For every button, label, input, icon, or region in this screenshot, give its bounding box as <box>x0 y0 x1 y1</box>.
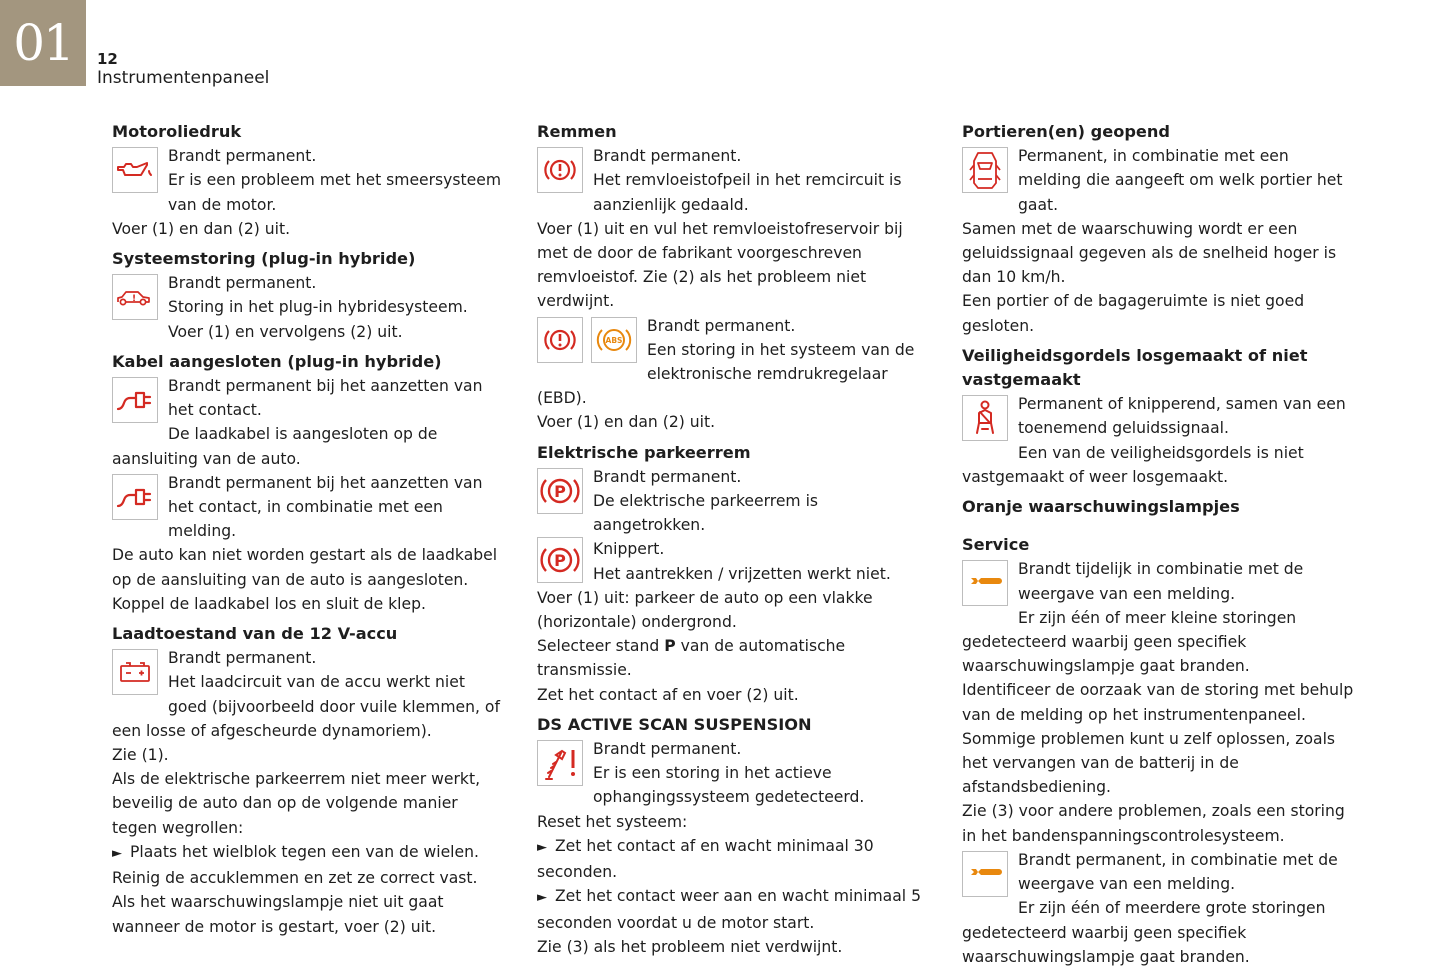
brake-warning-icon <box>537 147 583 193</box>
text: Reinig de accuklemmen en zet ze correct vast. Als het waarschuwingslampje niet uit gaat wanneer de motor is gestart, voer (2) uit. <box>112 869 478 936</box>
text: Storing in het plug-in hybridesysteem. <box>168 298 468 317</box>
page-number: 12 <box>97 50 118 68</box>
oil-pressure-icon <box>112 147 158 193</box>
heading-system-fault: Systeemstoring (plug-in hybride) <box>112 249 416 269</box>
text: Zie (3) voor andere problemen, zoals een storing in het bandenspanningscontrolesysteem. <box>962 802 1345 845</box>
text: De auto kan niet worden gestart als de laadkabel op de aansluiting van de auto is aangesloten. <box>112 546 498 589</box>
text: Brandt permanent. <box>593 147 742 166</box>
text: Er zijn één of meerdere grote storingen gedetecteerd waarbij geen specifiek waarschuwingslampje gaat branden. <box>962 899 1326 966</box>
text: Brandt permanent. <box>593 467 742 486</box>
charging-cable-icon <box>112 377 158 423</box>
text: Er is een storing in het actieve ophangingssysteem gedetecteerd. <box>593 764 865 807</box>
suspension-fault-icon <box>537 740 583 786</box>
bullet-item <box>537 884 929 934</box>
battery-icon <box>112 649 158 695</box>
text: Plaats het wielblok tegen een van de wielen. <box>130 842 479 861</box>
heading-service: Service <box>962 535 1030 555</box>
hybrid-system-fault-icon <box>112 274 158 320</box>
brake-warning-icon <box>537 317 583 363</box>
text: Reset het systeem: <box>537 812 688 831</box>
chapter-number: 01 <box>13 14 73 72</box>
parking-brake-icon <box>537 537 583 583</box>
text: De elektrische parkeerrem is aangetrokken. <box>593 492 819 535</box>
text: Een van de veiligheidsgordels is niet vastgemaakt of weer losgemaakt. <box>962 443 1304 486</box>
heading-suspension: DS ACTIVE SCAN SUSPENSION <box>537 714 812 734</box>
text: De laadkabel is aangesloten op de aansluiting van de auto. <box>112 425 438 468</box>
text: Een portier of de bagageruimte is niet goed gesloten. <box>962 292 1305 335</box>
arrow-bullet-icon: ► <box>112 845 122 861</box>
charging-cable-icon <box>112 474 158 520</box>
text: Brandt permanent. <box>168 274 317 293</box>
heading-cable-connected: Kabel aangesloten (plug-in hybride) <box>112 351 442 371</box>
text: Voer (1) en dan (2) uit. <box>537 413 716 432</box>
svg-text:P: P <box>554 551 566 571</box>
text: Het aantrekken / vrijzetten werkt niet. <box>593 564 891 583</box>
text: Zie (3) als het probleem niet verdwijnt. <box>537 937 843 956</box>
text: Zet het contact af en voer (2) uit. <box>537 685 799 704</box>
text: Brandt permanent. <box>168 147 317 166</box>
text: Als de elektrische parkeerrem niet meer werkt, beveilig de auto dan op de volgende manier tegen wegrollen: <box>112 770 481 837</box>
arrow-bullet-icon: ► <box>537 839 547 855</box>
text: Brandt permanent. <box>168 649 317 668</box>
text: Brandt permanent, in combinatie met de weergave van een melding. <box>1018 850 1338 894</box>
text: Het laadcircuit van de accu werkt niet goed (bijvoorbeeld door vuile klemmen, of een losse of afgescheurde dynamoriem). <box>112 673 500 740</box>
text: Voer (1) uit: parkeer de auto op een vlakke (horizontale) ondergrond. <box>537 588 873 632</box>
door-open-icon <box>962 147 1008 193</box>
text: Brandt permanent. <box>593 740 742 759</box>
svg-text:!: ! <box>132 294 137 305</box>
text: Zie (1). <box>112 746 169 765</box>
bullet-item <box>537 834 929 884</box>
text: Zet het contact af en wacht minimaal 30 seconden. <box>537 836 874 882</box>
text: Er zijn één of meer kleine storingen gedetecteerd waarbij geen specifiek waarschuwingslampje gaat branden. <box>962 608 1297 676</box>
wrench-icon <box>962 560 1008 606</box>
text <box>537 634 929 682</box>
text: P <box>664 637 676 656</box>
text: Brandt tijdelijk in combinatie met de weergave van een melding. <box>1018 560 1304 603</box>
arrow-bullet-icon: ► <box>537 890 547 906</box>
text: Permanent of knipperend, samen van een toenemend geluidssignaal. <box>1018 395 1346 438</box>
text: Sommige problemen kunt u zelf oplossen, zoals het vervangen van de batterij in de afstandsbediening. <box>962 729 1336 797</box>
text: Koppel de laadkabel los en sluit de klep. <box>112 594 426 613</box>
heading-orange-warnings: Oranje waarschuwingslampjes <box>962 497 1240 517</box>
wrench-icon <box>962 851 1008 897</box>
chapter-tab <box>0 0 86 86</box>
column-3 <box>962 120 1354 969</box>
bullet-item <box>112 840 504 866</box>
heading-doors-open: Portieren(en) geopend <box>962 122 1171 141</box>
text: Zet het contact weer aan en wacht minimaal 5 seconden voordat u de motor start. <box>537 887 921 932</box>
section-title: Instrumentenpaneel <box>97 68 270 88</box>
heading-brakes: Remmen <box>537 122 617 141</box>
heading-oil-pressure: Motoroliedruk <box>112 122 242 141</box>
abs-warning-icon <box>591 317 637 363</box>
text: Selecteer stand <box>537 637 665 656</box>
heading-parking-brake: Elektrische parkeerrem <box>537 442 751 462</box>
text: Brandt permanent bij het aanzetten van het contact. <box>168 377 483 420</box>
text: Samen met de waarschuwing wordt er een geluidssignaal gegeven als de snelheid hoger is dan 10 km/h. <box>962 219 1337 287</box>
text: Brandt permanent. <box>647 316 796 335</box>
heading-battery: Laadtoestand van de 12 V-accu <box>112 624 398 644</box>
heading-seatbelts: Veiligheidsgordels losgemaakt of niet vastgemaakt <box>962 345 1308 390</box>
text: Voer (1) en dan (2) uit. <box>112 219 291 238</box>
text: Een storing in het systeem van de elektronische remdrukregelaar (EBD). <box>537 340 915 408</box>
text: Het remvloeistofpeil in het remcircuit is aanzienlijk gedaald. <box>593 171 902 214</box>
text: Knippert. <box>593 540 665 559</box>
text: Identificeer de oorzaak van de storing met behulp van de melding op het instrumentenpaneel. <box>962 681 1354 724</box>
seatbelt-icon <box>962 395 1008 441</box>
text: Voer (1) uit en vul het remvloeistofreservoir bij met de door de fabrikant voorgeschreven remvloeistof. Zie (2) als het probleem niet verdwijnt. <box>537 219 903 311</box>
text: Permanent, in combinatie met een melding die aangeeft om welk portier het gaat. <box>1018 147 1343 214</box>
abs-label: ABS <box>605 335 623 345</box>
text: Er is een probleem met het smeersysteem van de motor. <box>168 171 502 214</box>
parking-brake-icon <box>537 468 583 514</box>
text: Brandt permanent bij het aanzetten van het contact, in combinatie met een melding. <box>168 473 483 541</box>
text: van de automatische transmissie. <box>537 637 846 680</box>
column-2 <box>537 120 929 959</box>
svg-text:P: P <box>554 481 566 501</box>
column-1 <box>112 120 504 939</box>
text: Voer (1) en vervolgens (2) uit. <box>168 322 403 341</box>
